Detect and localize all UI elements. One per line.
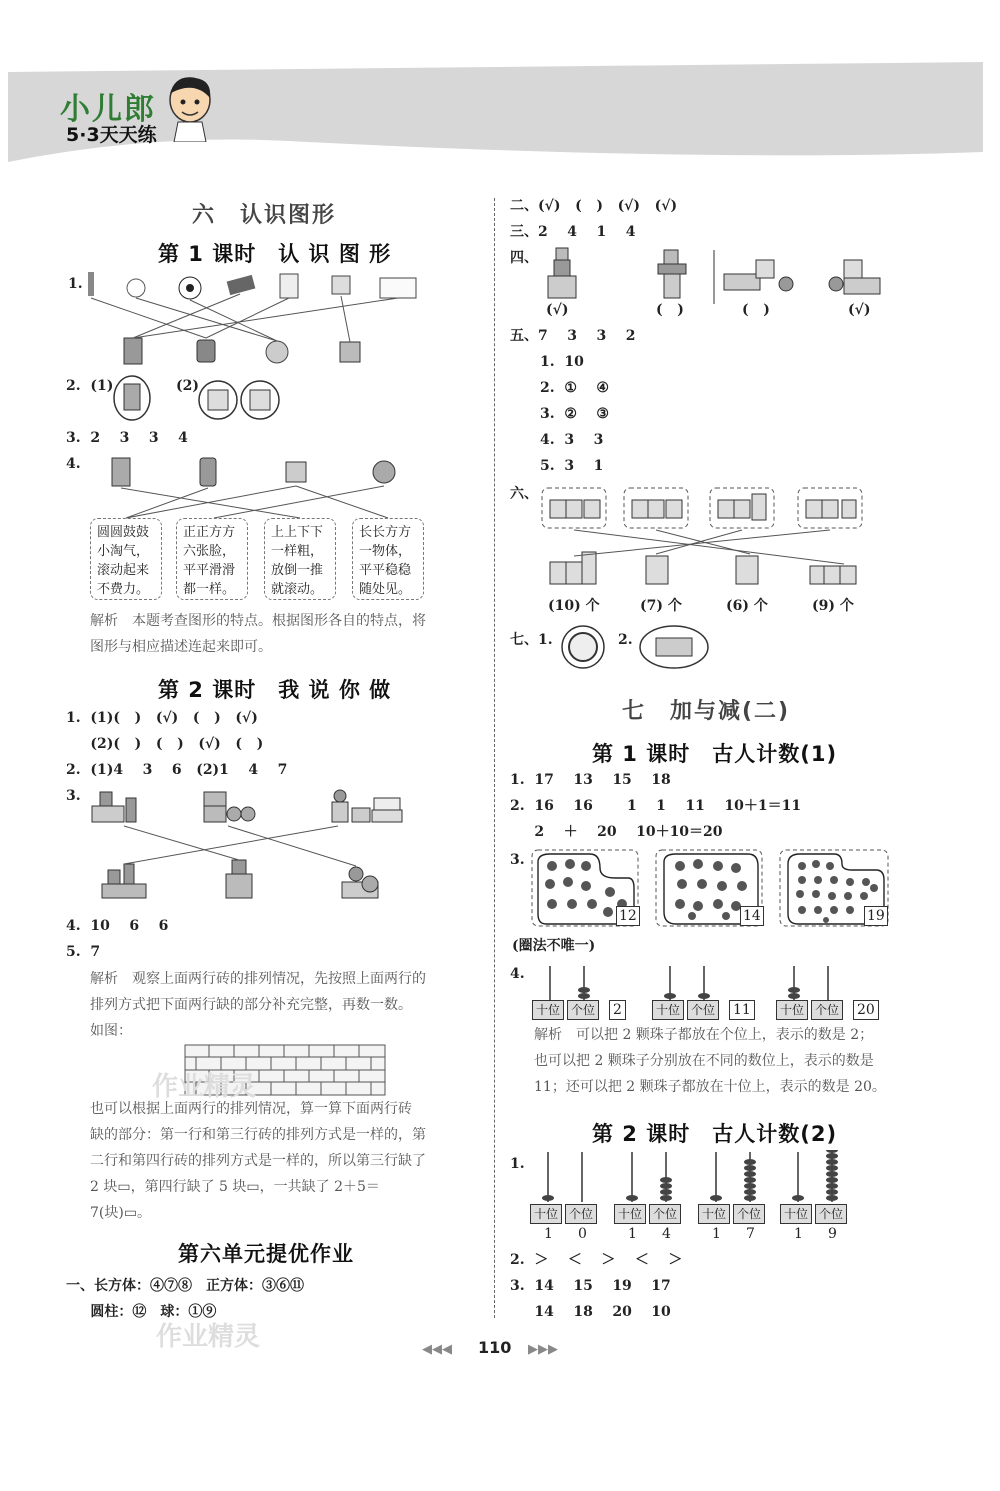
answer-choice: ( ) (742, 302, 770, 318)
answer-line: 3. 2 3 3 4 (66, 430, 188, 446)
question-number: 3. (510, 852, 525, 868)
place-label: 个位 (649, 1204, 681, 1224)
abacus-digit: 7 (746, 1226, 755, 1242)
question-number: 3. (66, 788, 81, 804)
prev-page-arrows[interactable]: ◀◀◀ (422, 1342, 452, 1357)
description-box: 上上下下一样粗，放倒一推就滚动。 (264, 518, 336, 600)
answer-line: 圆柱：⑫ 球：①⑨ (66, 1304, 217, 1320)
answer-line: 3. ② ③ (540, 406, 609, 422)
answer-line: 二、(√) ( ) (√) (√) (510, 198, 678, 214)
place-label: 个位 (815, 1204, 847, 1224)
place-label: 个位 (733, 1204, 765, 1224)
question-number: 4. (66, 456, 81, 472)
question-label: (2) (176, 378, 199, 394)
place-label: 十位 (780, 1204, 812, 1224)
analysis-note: 解析 观察上面两行砖的排列情况，先按照上面两行的 (90, 971, 426, 987)
abacus-rods-icon (532, 964, 602, 1002)
question-label: 2. (1) (66, 378, 114, 394)
brand-subtitle: 5·3天天练 (66, 124, 157, 146)
analysis-note: 2 块▭，第四行缺了 5 块▭，一共缺了 2＋5＝ (90, 1179, 380, 1195)
answer-line: 5. 3 1 (540, 458, 604, 474)
abacus-set-figure (530, 1150, 860, 1204)
brand-logo: 小儿郎 (60, 92, 156, 127)
place-label: 十位 (698, 1204, 730, 1224)
circle-shape-icon (560, 624, 606, 670)
answer-count: (7) 个 (640, 598, 682, 614)
description-box: 长长方方一物体，平平稳稳随处见。 (352, 518, 424, 600)
abacus-number: 11 (729, 1000, 755, 1020)
count-box: 14 (740, 906, 764, 926)
page-number: 110 (478, 1338, 512, 1357)
watermark: 作业精灵 (156, 1322, 261, 1352)
analysis-note: 解析 可以把 2 颗珠子都放在个位上，表示的数是 2； (534, 1027, 874, 1043)
question-number: 1. (510, 1156, 525, 1172)
question-number: 2. (618, 632, 633, 648)
block-building-matching (88, 784, 418, 914)
answer-line: 1. 10 (540, 354, 584, 370)
circled-cube-icons (198, 378, 284, 422)
grouping-figures (530, 848, 894, 928)
analysis-note: 11；还可以把 2 颗珠子都放在十位上，表示的数是 20。 (534, 1079, 886, 1095)
column-divider (494, 198, 495, 1318)
question-number: 七、1. (510, 632, 553, 648)
answer-line: 3. 14 15 19 17 (510, 1278, 671, 1294)
abacus-digit: 1 (544, 1226, 553, 1242)
count-box: 19 (864, 906, 888, 926)
answer-choice: (√) (848, 302, 871, 318)
analysis-note: 缺的部分：第一行和第三行砖的排列方式是一样的，第 (90, 1127, 426, 1143)
answer-line: 2. ＞ ＜ ＞ ＜ ＞ (510, 1252, 683, 1268)
place-label: 十位 (530, 1204, 562, 1224)
place-label: 十位 (532, 1000, 564, 1020)
answer-line: 1. (1)( ) (√) ( ) (√) (66, 710, 258, 726)
answer-choice: (√) (546, 302, 569, 318)
abacus-rods-icon (776, 964, 846, 1002)
analysis-note: 解析 本题考查图形的特点。根据图形各自的特点，将 (90, 613, 426, 629)
analysis-note: 如图： (90, 1023, 132, 1039)
mascot-boy-icon (160, 72, 220, 142)
solid-views-figure (540, 246, 900, 306)
next-page-arrows[interactable]: ▶▶▶ (528, 1342, 558, 1357)
place-label: 十位 (776, 1000, 808, 1020)
shape-description-matching (88, 452, 438, 522)
abacus-number: 20 (853, 1000, 879, 1020)
answer-line: 2. ① ④ (540, 380, 609, 396)
question-number: 1. (68, 276, 83, 292)
circled-cylinder-icon (112, 374, 152, 422)
count-box: 12 (616, 906, 640, 926)
description-box: 圆圆鼓鼓小淘气，滚动起来不费力。 (90, 518, 162, 600)
description-box: 正正方方六张脸，平平滑滑都一样。 (176, 518, 248, 600)
question-number: 4. (510, 966, 525, 982)
answer-count: (6) 个 (726, 598, 768, 614)
answer-line: 2 ＋ 20 10＋10＝20 (510, 824, 723, 840)
note-text: (圈法不唯一) (512, 938, 596, 954)
answer-line: 5. 7 (66, 944, 101, 960)
answer-line: 14 18 20 10 (510, 1304, 671, 1320)
question-number: 六、 (510, 486, 538, 502)
analysis-note: 也可以根据上面两行的排列情况，算一算下面两行砖 (90, 1101, 412, 1117)
section-title: 第六单元提优作业 (178, 1242, 354, 1266)
cuboid-shape-icon (638, 624, 710, 670)
abacus-number: 2 (609, 1000, 626, 1020)
answer-line: 一、长方体：④⑦⑧ 正方体：③⑥⑪ (66, 1278, 304, 1294)
abacus-digit: 9 (828, 1226, 837, 1242)
answer-count: (9) 个 (812, 598, 854, 614)
unit-title: 六 认识图形 (192, 203, 337, 228)
cube-count-matching (540, 486, 880, 592)
answer-line: 2. (1)4 3 6 (2)1 4 7 (66, 762, 288, 778)
abacus-digit: 0 (578, 1226, 587, 1242)
lesson-title: 第 2 课时 我 说 你 做 (158, 678, 392, 702)
analysis-note: 图形与相应描述连起来即可。 (90, 639, 272, 655)
watermark: 作业精灵 (152, 1072, 257, 1102)
answer-line: 1. 17 13 15 18 (510, 772, 671, 788)
lesson-title: 第 1 课时 认 识 图 形 (158, 242, 392, 266)
analysis-note: 排列方式把下面两行缺的部分补充完整，再数一数。 (90, 997, 412, 1013)
answer-line: 4. 3 3 (540, 432, 604, 448)
answer-choice: ( ) (656, 302, 684, 318)
shape-matching-figure (80, 268, 420, 368)
lesson-title: 第 1 课时 古人计数(1) (592, 742, 838, 766)
answer-line: 4. 10 6 6 (66, 918, 169, 934)
place-label: 个位 (565, 1204, 597, 1224)
answer-line: 2. 16 16 1 1 11 10＋1＝11 (510, 798, 802, 814)
abacus-rods-icon (652, 964, 722, 1002)
place-label: 十位 (652, 1000, 684, 1020)
analysis-note: 7(块)▭。 (90, 1205, 152, 1221)
answer-line: 三、2 4 1 4 (510, 224, 636, 240)
abacus-digit: 1 (712, 1226, 721, 1242)
place-label: 个位 (687, 1000, 719, 1020)
place-label: 十位 (614, 1204, 646, 1224)
unit-title: 七 加与减(二) (622, 699, 791, 724)
abacus-digit: 4 (662, 1226, 671, 1242)
abacus-digit: 1 (794, 1226, 803, 1242)
analysis-note: 也可以把 2 颗珠子分别放在不同的数位上，表示的数是 (534, 1053, 874, 1069)
abacus-digit: 1 (628, 1226, 637, 1242)
answer-line: (2)( ) ( ) (√) ( ) (66, 736, 264, 752)
place-label: 个位 (811, 1000, 843, 1020)
place-label: 个位 (567, 1000, 599, 1020)
lesson-title: 第 2 课时 古人计数(2) (592, 1122, 838, 1146)
answer-line: 五、7 3 3 2 (510, 328, 636, 344)
analysis-note: 二行和第四行砖的排列方式是一样的，所以第三行缺了 (90, 1153, 426, 1169)
answer-count: (10) 个 (548, 598, 600, 614)
question-number: 四、 (510, 250, 538, 266)
